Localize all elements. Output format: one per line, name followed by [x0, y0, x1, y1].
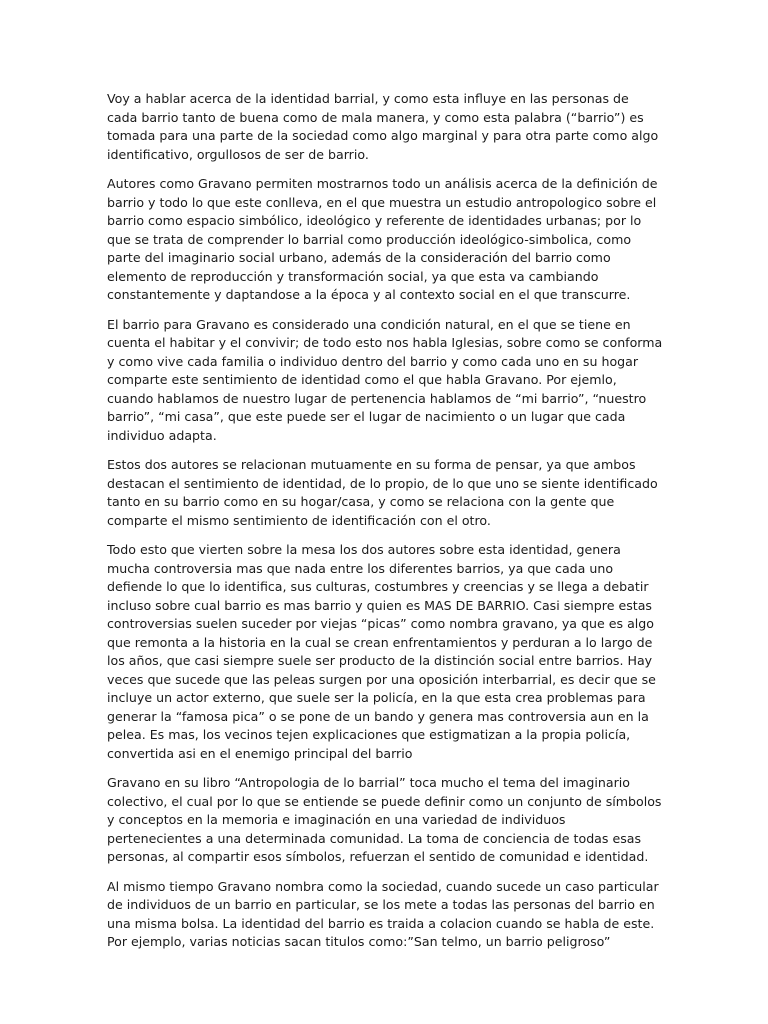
paragraph-2: Autores como Gravano permiten mostrarnos todo un análisis acerca de la definición de barrio y todo lo que este conlleva, en el que muestra un estudio antropologico sobre el barrio como espacio simbólico, ideológico y referente de identidades urbanas; por lo que se trata de comprender lo barrial como producción ideológico-simbolica, como parte del imaginario social urbano, además de la consideración del barrio como elemento de reproducción y transformación social, ya que esta va cambiando constantemente y daptandose a la época y al contexto social en el que transcurre.: [107, 176, 658, 302]
paragraph-7: Al mismo tiempo Gravano nombra como la sociedad, cuando sucede un caso particular de individuos de un barrio en particular, se los mete a todas las personas del barrio en una misma bolsa. La identidad del barrio es traida a colacion cuando se habla de este. Por ejemplo, varias noticias sacan titulos como:”San telmo, un barrio peligroso”: [107, 878, 659, 949]
paragraph-1: Voy a hablar acerca de la identidad barrial, y como esta influye en las personas de cada barrio tanto de buena como de mala manera, y como esta palabra (“barrio”) es tomada para una parte de la sociedad como algo marginal y para otra parte como algo identificativo, orgullosos de ser de barrio.: [107, 91, 659, 162]
paragraph-5: Todo esto que vierten sobre la mesa los dos autores sobre esta identidad, genera mucha controversia mas que nada entre los diferentes barrios, ya que cada uno defiende lo que lo identifica, sus culturas, costumbres y creencias y se llega a debatir incluso sobre cual barrio es mas barrio y quien es MAS DE BARRIO. Casi siempre estas controversias suelen suceder por viejas “picas” como nombra gravano, ya que es algo que remonta a la historia en la cual se crean enfrentamientos y perduran a lo largo de los años, que casi siempre suele ser producto de la distinción social entre barrios. Hay veces que sucede que las peleas surgen por una oposición interbarrial, es decir que se incluye un actor externo, que suele ser la policía, en la que esta crea problemas para generar la “famosa pica” o se pone de un bando y genera mas controversia aun en la pelea. Es mas, los vecinos tejen explicaciones que estigmatizan a la propia policía, convertida asi en el enemigo principal del barrio: [107, 542, 656, 761]
paragraph-3: El barrio para Gravano es considerado una condición natural, en el que se tiene en cuenta el habitar y el convivir; de todo esto nos habla Iglesias, sobre como se conforma y como vive cada familia o individuo dentro del barrio y como cada uno en su hogar comparte este sentimiento de identidad como el que habla Gravano. Por ejemlo, cuando hablamos de nuestro lugar de pertenencia hablamos de “mi barrio”, “nuestro barrio”, “mi casa”, que este puede ser el lugar de nacimiento o un lugar que cada individuo adapta.: [107, 316, 663, 443]
paragraph-4: Estos dos autores se relacionan mutuamente en su forma de pensar, ya que ambos destacan el sentimiento de identidad, de lo propio, de lo que uno se siente identificado tanto en su barrio como en su hogar/casa, y como se relaciona con la gente que comparte el mismo sentimiento de identificación con el otro.: [107, 457, 658, 528]
paragraph-6: Gravano en su libro “Antropologia de lo barrial” toca mucho el tema del imaginario colectivo, el cual por lo que se entiende se puede definir como un conjunto de símbolos y conceptos en la memoria e imaginación en una variedad de individuos pertenecientes a una determinada comunidad. La toma de conciencia de todas esas personas, al compartir esos símbolos, refuerzan el sentido de comunidad e identidad.: [107, 775, 662, 864]
document-body: [107, 90, 663, 963]
